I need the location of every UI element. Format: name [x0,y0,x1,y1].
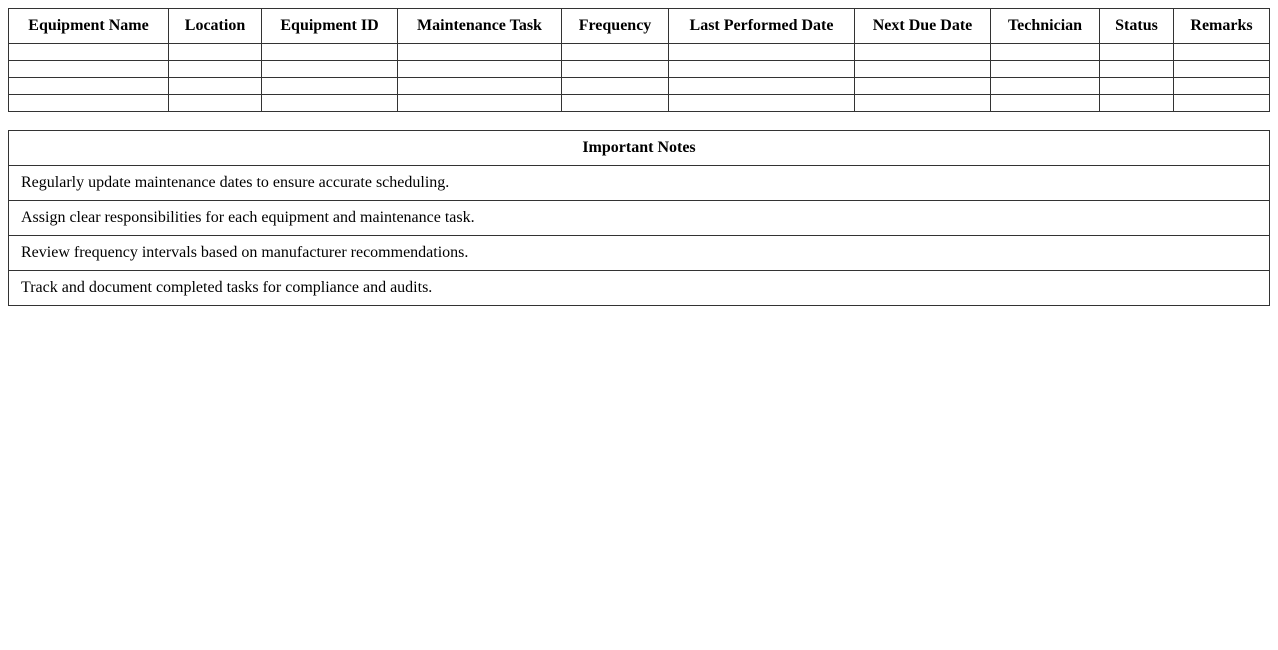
table-row [9,78,1270,95]
table-cell [991,44,1100,61]
table-row [9,61,1270,78]
table-cell [562,61,669,78]
table-cell [398,44,562,61]
note-item: Review frequency intervals based on manufacturer recommendations. [9,236,1270,271]
note-item: Track and document completed tasks for compliance and audits. [9,271,1270,306]
table-cell [991,95,1100,112]
table-cell [398,61,562,78]
table-cell [991,78,1100,95]
note-row [9,271,1270,306]
column-header-remarks: Remarks [1174,9,1270,44]
table-cell [262,44,398,61]
table-row [9,44,1270,61]
column-header-location: Location [169,9,262,44]
column-header-maintenance-task: Maintenance Task [398,9,562,44]
table-cell [1100,78,1174,95]
table-row [9,95,1270,112]
table-cell [9,95,169,112]
notes-header-row [9,131,1270,166]
note-row [9,201,1270,236]
table-cell [1100,95,1174,112]
note-row [9,166,1270,201]
table-cell [855,95,991,112]
note-row [9,236,1270,271]
table-cell [669,44,855,61]
table-cell [262,61,398,78]
table-cell [991,61,1100,78]
table-cell [562,78,669,95]
column-header-last-performed-date: Last Performed Date [669,9,855,44]
maintenance-schedule-table [8,8,1270,112]
table-cell [1100,44,1174,61]
table-cell [855,78,991,95]
table-cell [562,95,669,112]
table-cell [669,61,855,78]
column-header-status: Status [1100,9,1174,44]
table-cell [398,95,562,112]
table-cell [1174,44,1270,61]
column-header-next-due-date: Next Due Date [855,9,991,44]
table-cell [169,78,262,95]
table-cell [669,78,855,95]
column-header-equipment-id: Equipment ID [262,9,398,44]
table-cell [398,78,562,95]
table-cell [9,61,169,78]
table-cell [1100,61,1174,78]
table-cell [669,95,855,112]
table-cell [169,44,262,61]
table-cell [262,95,398,112]
table-cell [1174,61,1270,78]
note-item: Regularly update maintenance dates to ensure accurate scheduling. [9,166,1270,201]
header-row [9,9,1270,44]
table-cell [855,61,991,78]
column-header-equipment-name: Equipment Name [9,9,169,44]
important-notes-table [8,130,1270,306]
column-header-technician: Technician [991,9,1100,44]
table-cell [262,78,398,95]
table-cell [1174,78,1270,95]
table-cell [169,95,262,112]
table-cell [9,78,169,95]
table-cell [855,44,991,61]
note-item: Assign clear responsibilities for each equipment and maintenance task. [9,201,1270,236]
table-cell [562,44,669,61]
table-cell [9,44,169,61]
table-cell [169,61,262,78]
column-header-frequency: Frequency [562,9,669,44]
table-cell [1174,95,1270,112]
notes-title: Important Notes [9,131,1270,166]
